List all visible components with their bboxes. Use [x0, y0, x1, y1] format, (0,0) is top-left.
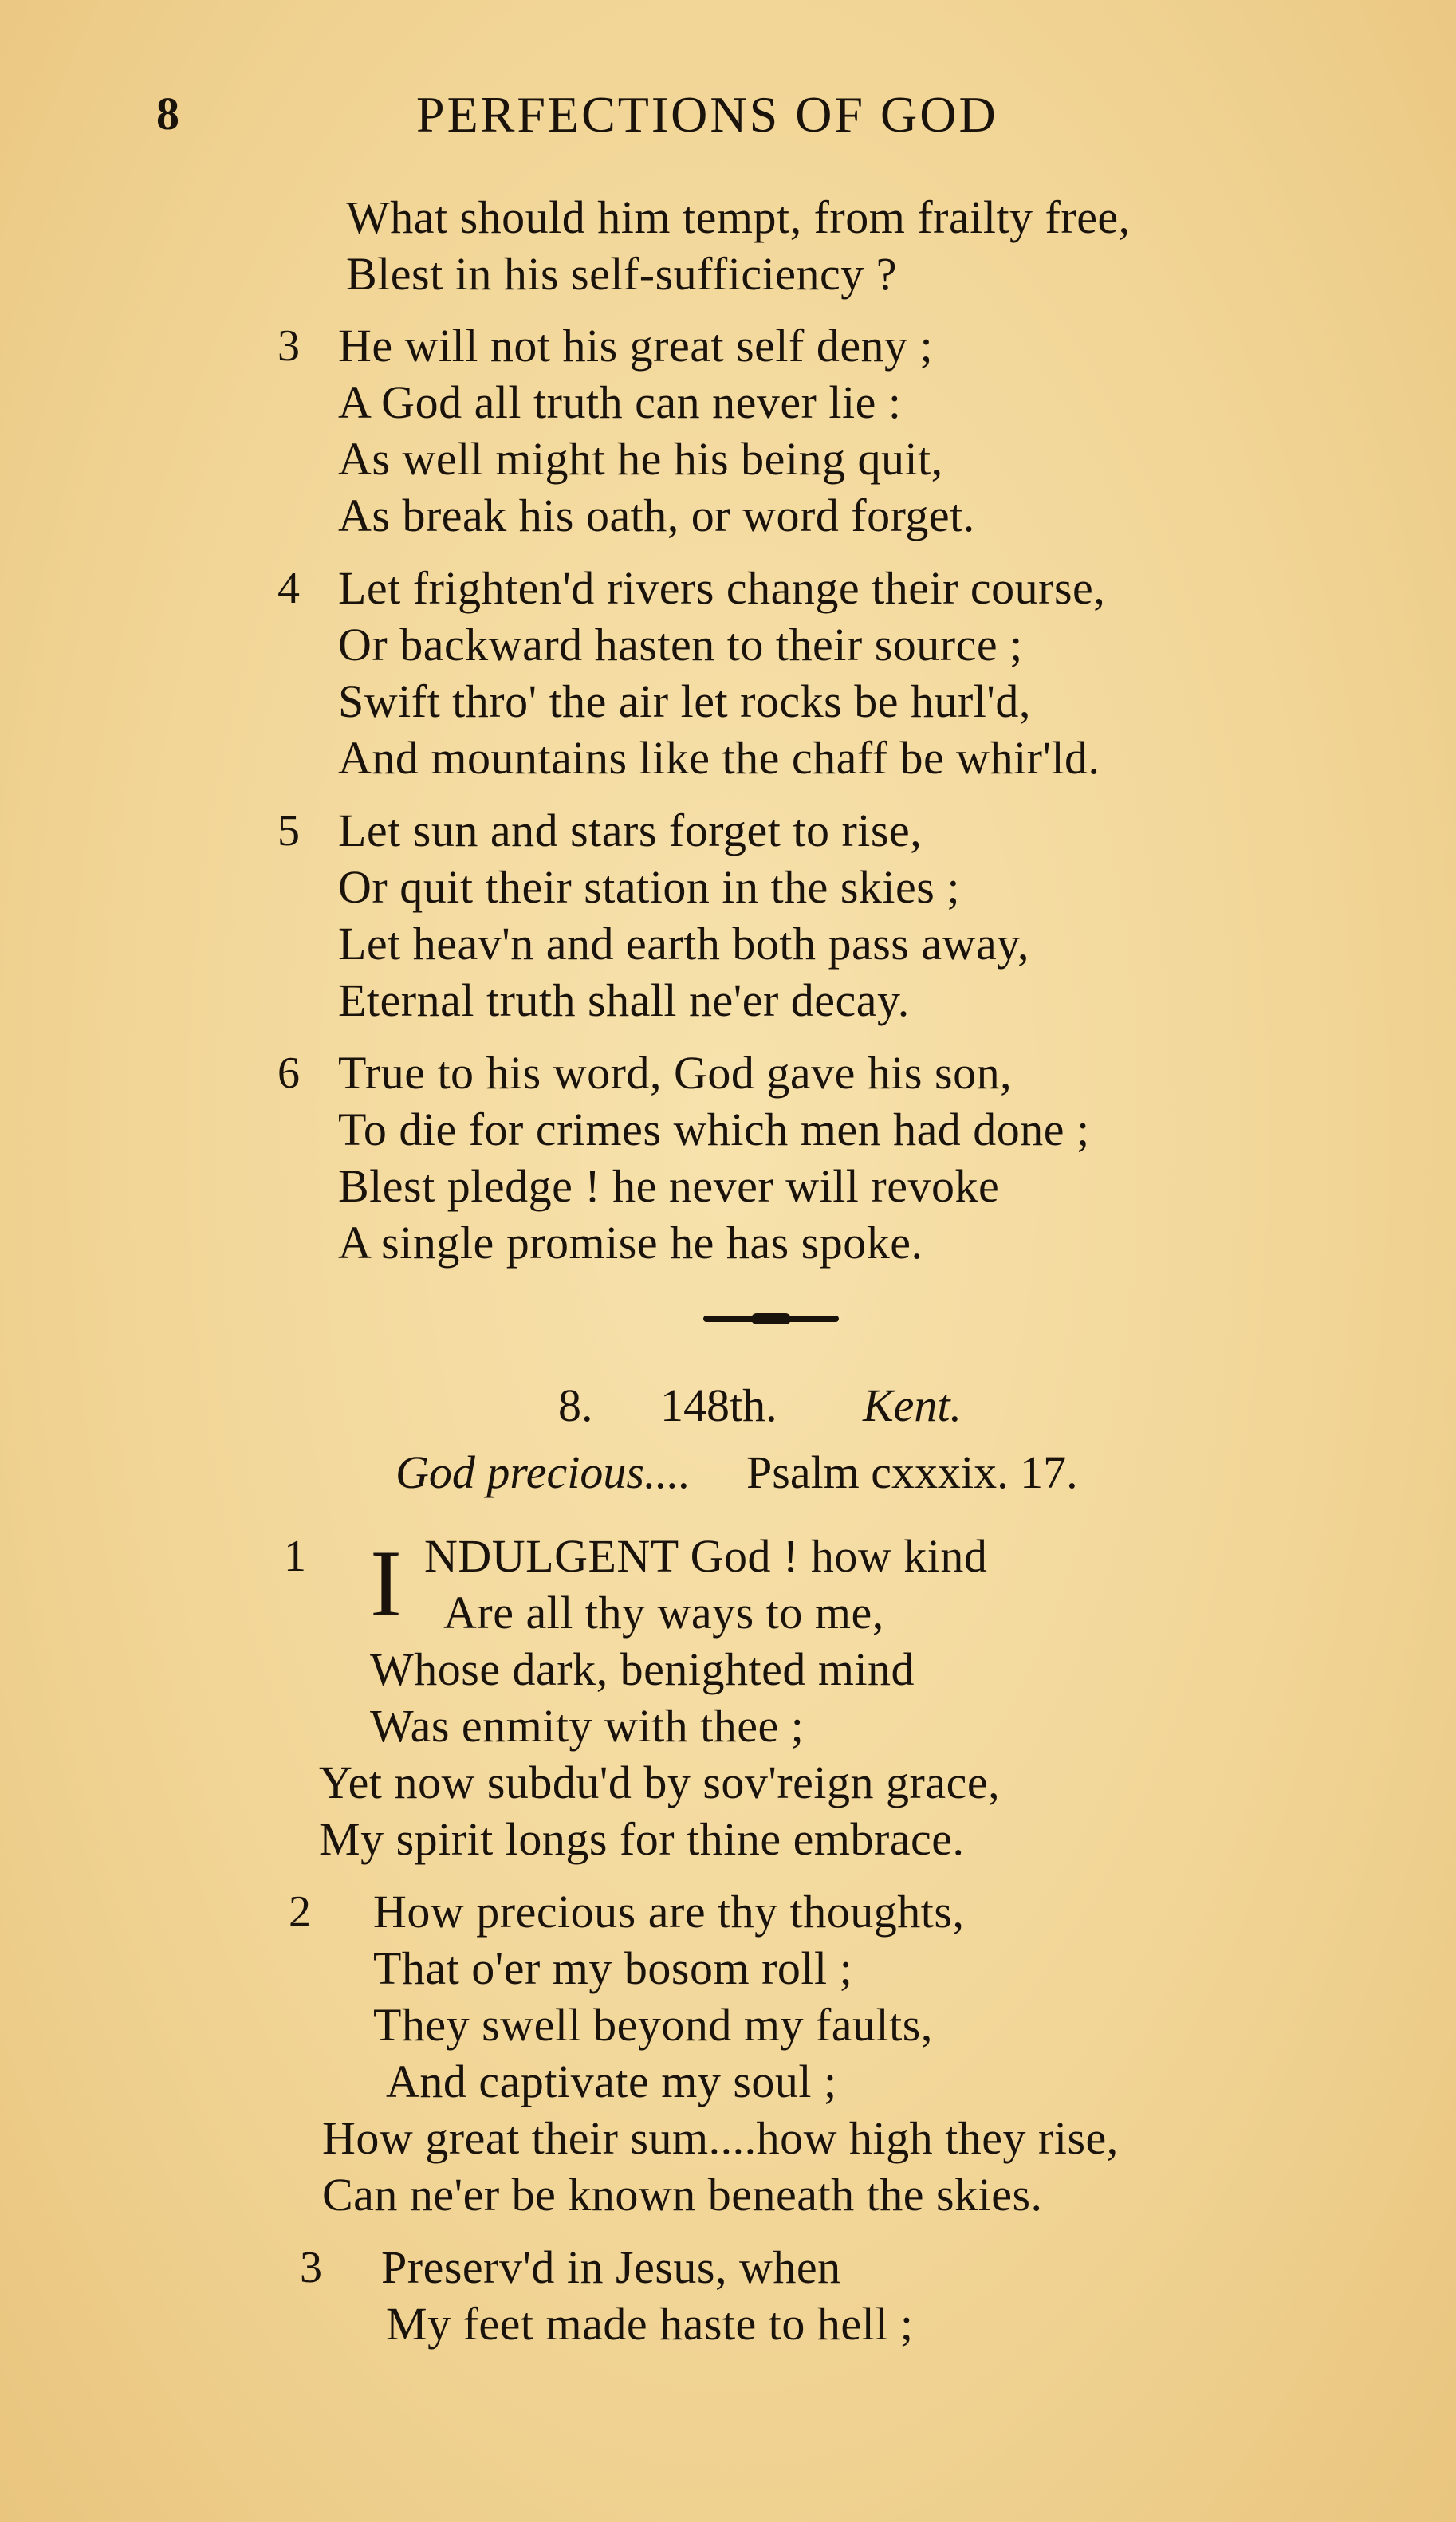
drop-cap: I — [370, 1530, 402, 1636]
hymn-line: Let frighten'd rivers change their course, — [338, 562, 1106, 614]
stanza-number: 2 — [289, 1887, 311, 1937]
hymn-line: Are all thy ways to me, — [443, 1587, 884, 1639]
hymn-line: True to his word, God gave his son, — [338, 1047, 1013, 1099]
hymn-line: A God all truth can never lie : — [338, 376, 902, 428]
running-title: PERFECTIONS OF GOD — [416, 86, 998, 143]
hymn-line: That o'er my bosom roll ; — [373, 1942, 853, 1994]
hymn-line: Or quit their station in the skies ; — [338, 861, 960, 913]
hymn-line: Preserv'd in Jesus, when — [381, 2241, 841, 2293]
hymn-line: As well might he his being quit, — [338, 433, 943, 485]
scripture-reference: Psalm cxxxix. 17. — [746, 1446, 1078, 1498]
hymn-line: My spirit longs for thine embrace. — [319, 1813, 965, 1865]
hymn-subject: God precious.... — [395, 1446, 691, 1498]
hymn-line: As break his oath, or word forget. — [338, 490, 975, 541]
hymn-line: How great their sum....how high they rise, — [322, 2112, 1119, 2164]
stanza-number: 3 — [300, 2243, 322, 2292]
hymn-meter: 148th. — [660, 1379, 777, 1431]
hymn-line: He will not his great self deny ; — [338, 320, 934, 372]
hymn-line: How precious are thy thoughts, — [373, 1886, 965, 1938]
stanza-number: 4 — [277, 564, 300, 613]
hymn-line: To die for crimes which men had done ; — [338, 1104, 1090, 1155]
hymn-line: Let sun and stars forget to rise, — [338, 805, 923, 856]
hymn-line: Can ne'er be known beneath the skies. — [322, 2169, 1043, 2221]
hymn-line: Eternal truth shall ne'er decay. — [338, 974, 910, 1026]
stanza-number: 5 — [277, 806, 300, 856]
hymn-line: They swell beyond my faults, — [373, 1999, 933, 2051]
hymn-line: A single promise he has spoke. — [338, 1217, 923, 1269]
hymn-line: Was enmity with thee ; — [370, 1700, 805, 1752]
tune-name: Kent. — [863, 1379, 962, 1431]
page-number: 8 — [156, 88, 179, 140]
section-divider — [703, 1316, 839, 1322]
hymn-line: Yet now subdu'd by sov'reign grace, — [319, 1757, 1001, 1808]
hymn-line: Blest pledge ! he never will revoke — [338, 1160, 1000, 1212]
hymn-line: Or backward hasten to their source ; — [338, 619, 1023, 671]
hymn-line: Whose dark, benighted mind — [370, 1643, 915, 1695]
hymn-number: 8. — [558, 1379, 593, 1431]
stanza-number: 6 — [277, 1049, 300, 1098]
hymn-line: My feet made haste to hell ; — [386, 2298, 914, 2350]
hymn-line: And captivate my soul ; — [386, 2056, 837, 2107]
hymn-line: Swift thro' the air let rocks be hurl'd, — [338, 675, 1031, 727]
hymn-line: What should him tempt, from frailty free, — [346, 191, 1131, 243]
hymn-line: NDULGENT God ! how kind — [424, 1530, 988, 1582]
hymn-line: Blest in his self-sufficiency ? — [346, 248, 897, 300]
hymn-line: And mountains like the chaff be whir'ld. — [338, 732, 1100, 784]
stanza-number: 3 — [277, 321, 300, 371]
hymn-line: Let heav'n and earth both pass away, — [338, 918, 1029, 970]
stanza-number: 1 — [284, 1532, 306, 1581]
